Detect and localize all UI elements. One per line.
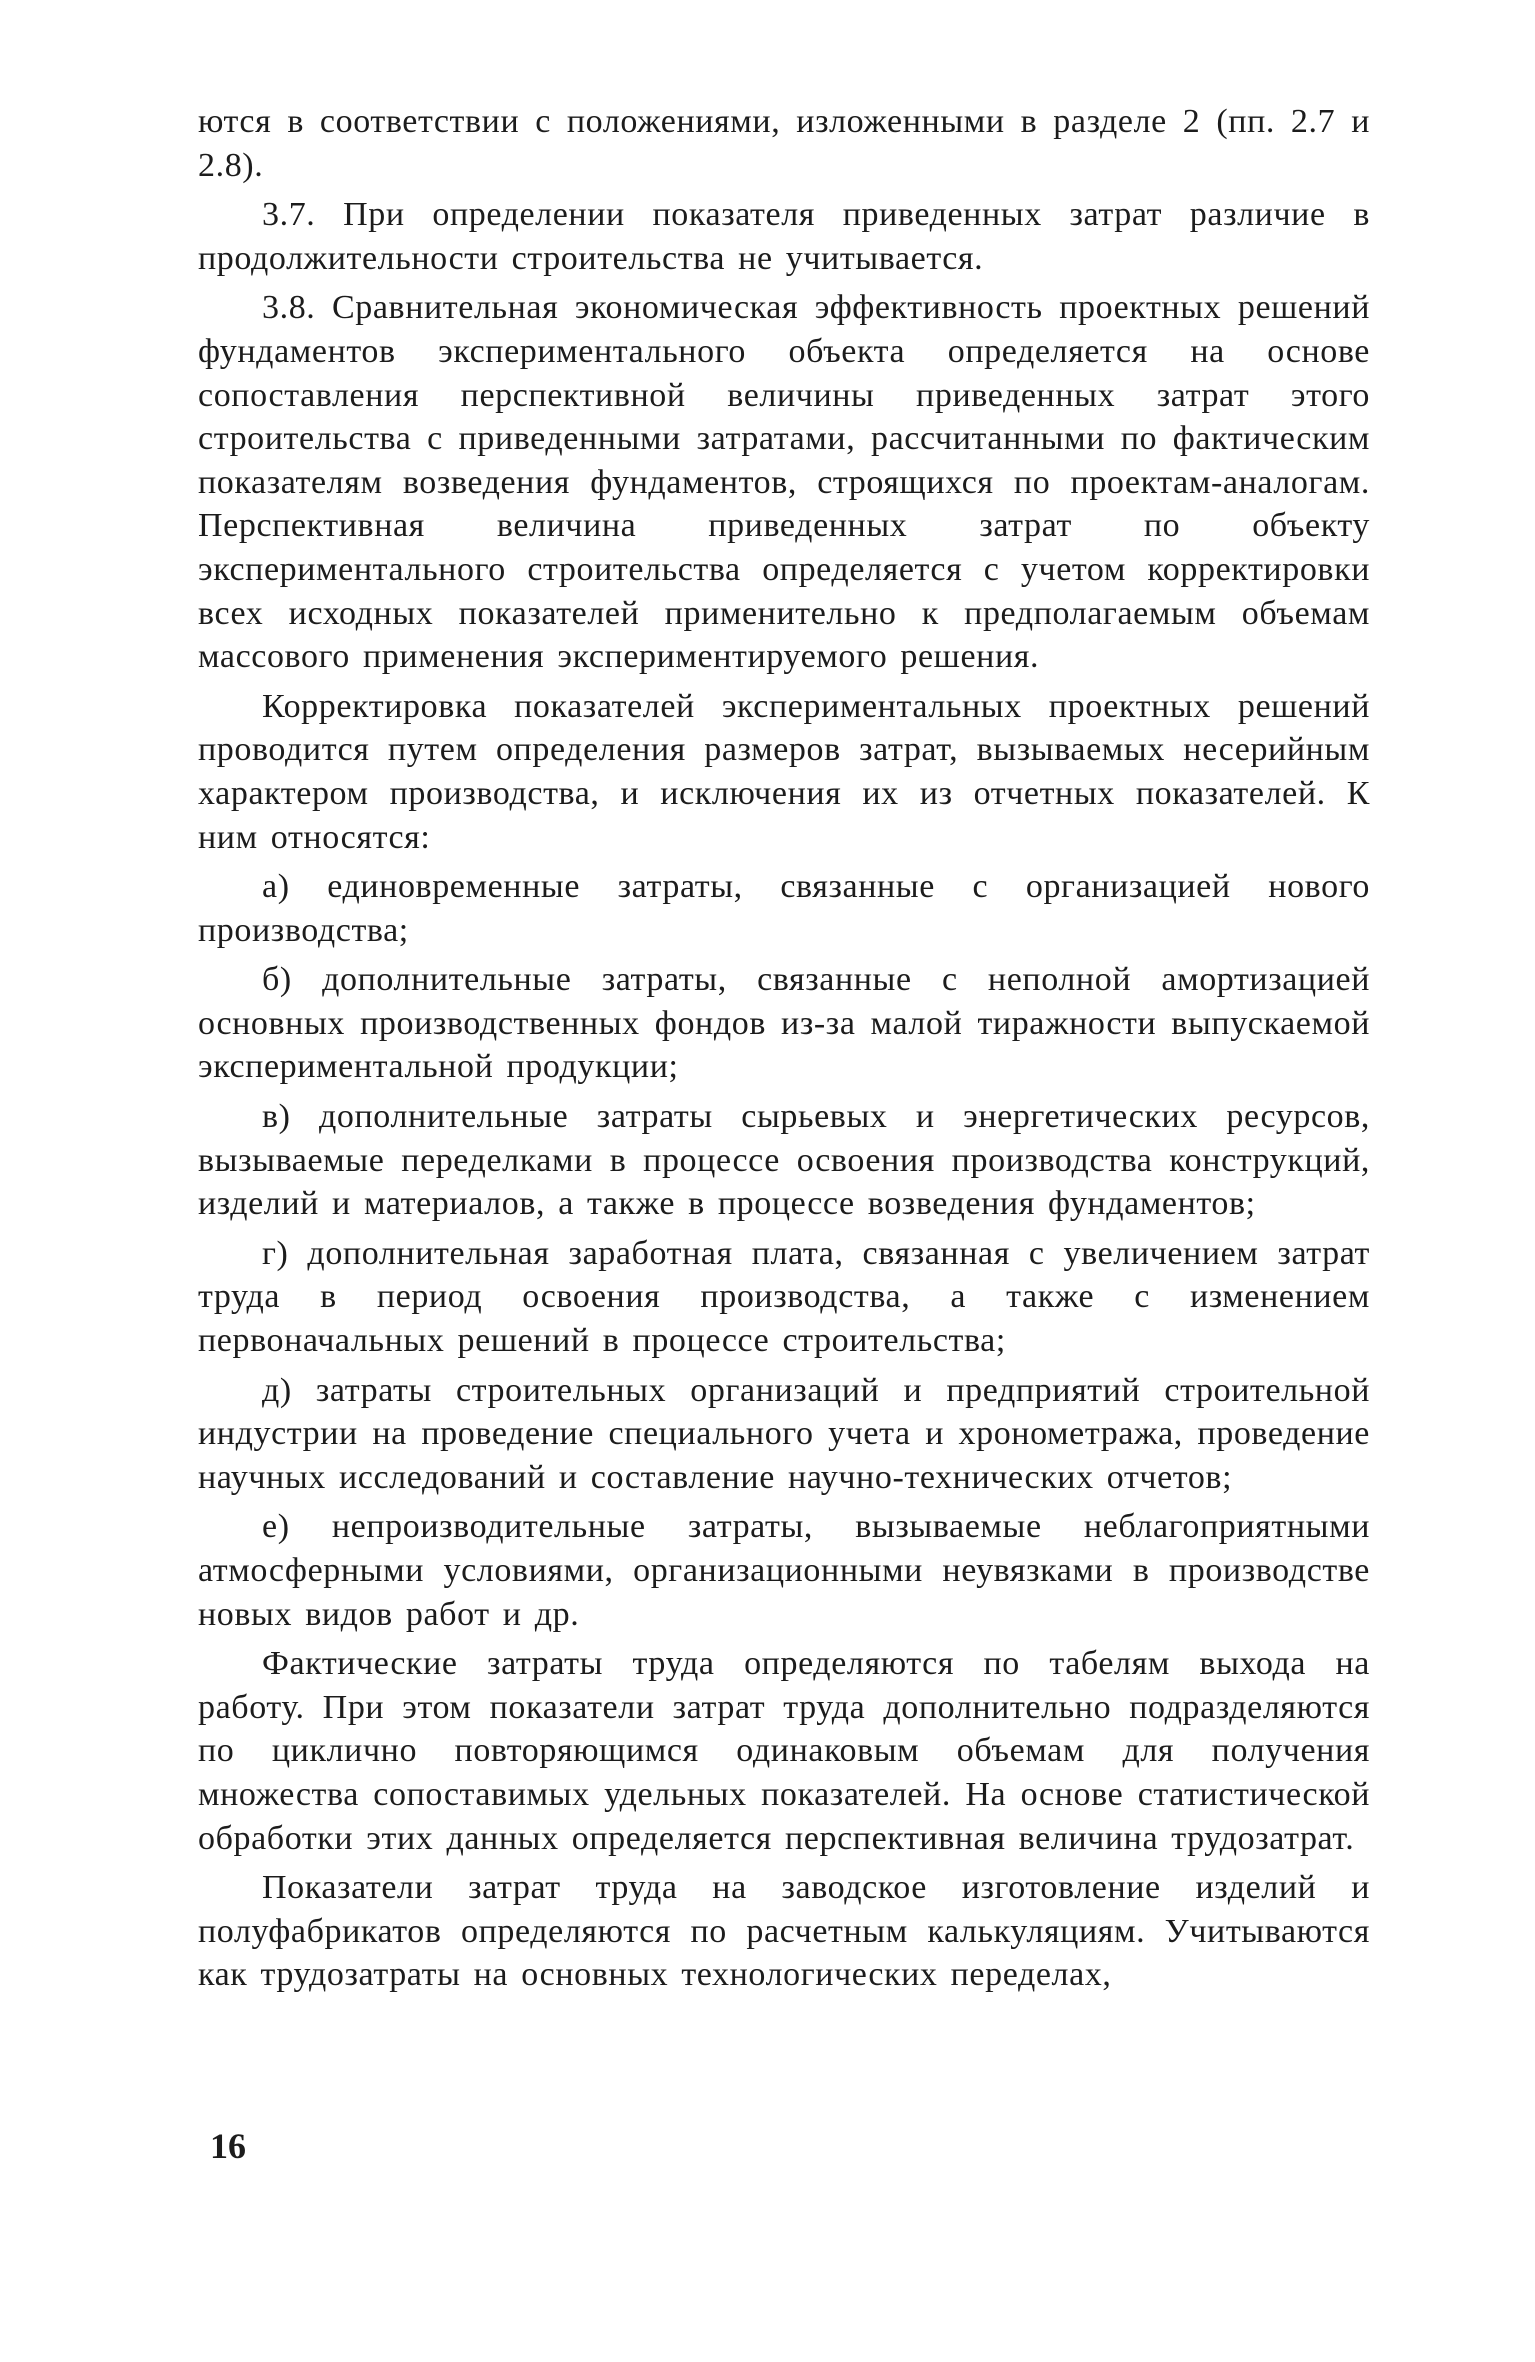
paragraph-3-8: 3.8. Сравнительная экономическая эффективность проектных решений фундаментов экспериментального объекта определяется на основе сопоставления перспективной величины приведенных затрат этого строительства с приведенными затратами, рассчитанными по фактическим показателям возведения фундаментов, строящихся по проектам-аналогам. Перспективная величина приведенных затрат по объекту экспериментального строительства определяется с учетом корректировки всех исходных показателей применительно к предполагаемым объемам массового применения экспериментируемого решения. bbox=[198, 289, 1370, 676]
list-item-d: д) затраты строительных организаций и предприятий строительной индустрии на проведение специального учета и хронометража, проведение научных исследований и составление научно-технических отчетов; bbox=[198, 1371, 1370, 1496]
list-item-a: а) единовременные затраты, связанные с организацией нового производства; bbox=[198, 868, 1370, 949]
list-item-b: б) дополнительные затраты, связанные с неполной амортизацией основных производственных фондов из-за малой тиражности выпускаемой экспериментальной продукции; bbox=[198, 961, 1370, 1086]
list-item-g: г) дополнительная заработная плата, связанная с увеличением затрат труда в период освоения производства, а также с изменением первоначальных решений в процессе строительства; bbox=[198, 1234, 1370, 1360]
paragraph-labor-costs: Фактические затраты труда определяются по табелям выхода на работу. При этом показатели затрат труда дополнительно подразделяются по циклично повторяющимся одинаковым объемам для получения множества сопоставимых удельных показателей. На основе статистической обработки этих данных определяется перспективная величина трудозатрат. bbox=[198, 1645, 1370, 1857]
paragraph-3-7: 3.7. При определении показателя приведенных затрат различие в продолжительности строительства не учитывается. bbox=[198, 196, 1370, 277]
list-item-e: е) непроизводительные затраты, вызываемые неблагоприятными атмосферными условиями, организационными неувязками в производстве новых видов работ и др. bbox=[198, 1508, 1370, 1633]
list-item-v: в) дополнительные затраты сырьевых и энергетических ресурсов, вызываемые переделками в процессе освоения производства конструкций, изделий и материалов, а также в процессе возведения фундаментов; bbox=[198, 1098, 1370, 1223]
page-body bbox=[198, 100, 1370, 2003]
page-number: 16 bbox=[210, 2126, 246, 2166]
paragraph-correction: Корректировка показателей экспериментальных проектных решений проводится путем определения размеров затрат, вызываемых несерийным характером производства, и исключения их из отчетных показателей. К ним относятся: bbox=[198, 687, 1370, 856]
paragraph-labor-indicators: Показатели затрат труда на заводское изготовление изделий и полуфабрикатов определяются по расчетным калькуляциям. Учитываются как трудозатраты на основных технологических переделах, bbox=[198, 1869, 1370, 1994]
paragraph-continuation: ются в соответствии с положениями, изложенными в разделе 2 (пп. 2.7 и 2.8). bbox=[198, 103, 1370, 184]
